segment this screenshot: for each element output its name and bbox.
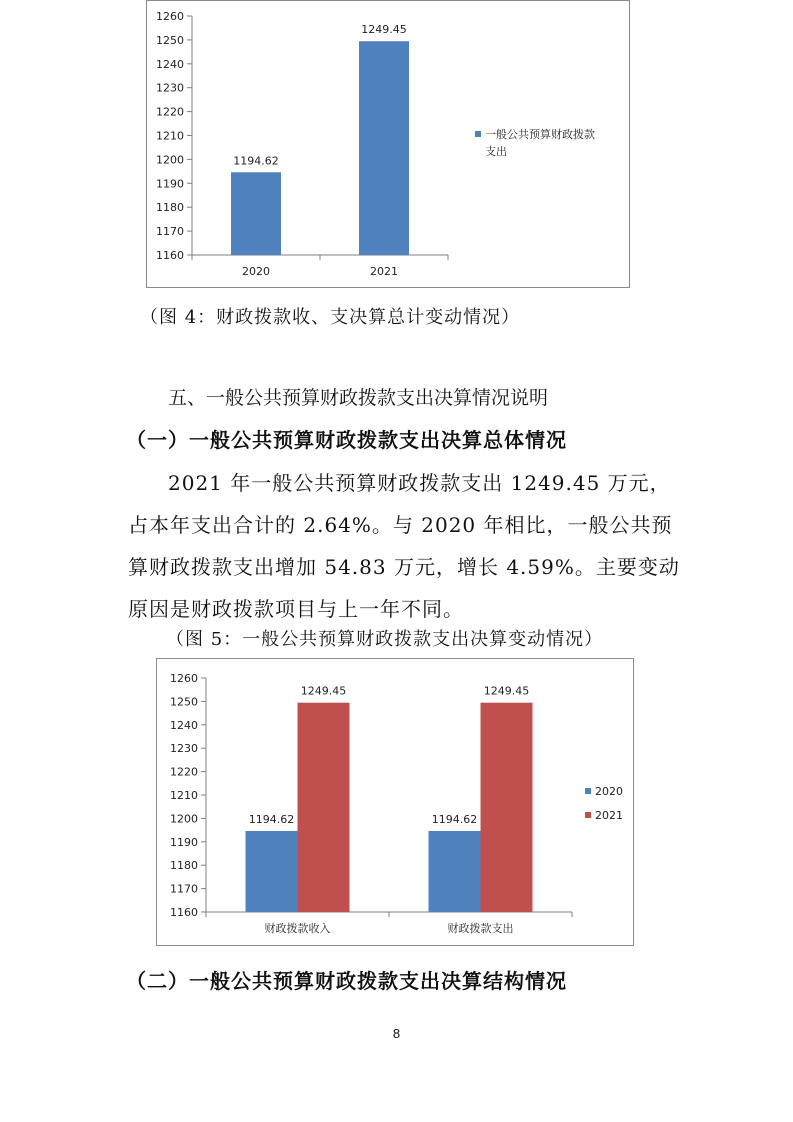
bar [298, 703, 350, 912]
y-tick-label: 1170 [170, 882, 198, 896]
paragraph-text: 2021 年一般公共预算财政拨款支出 1249.45 万元，占本年支出合计的 2.64%。与 2020 年相比，一般公共预算财政拨款支出增加 54.83 万元，增长 4.59%。主要变动原因是财政拨款项目与上一年不同。 [128, 471, 680, 621]
section-heading: 五、一般公共预算财政拨款支出决算情况说明 [168, 387, 549, 409]
y-tick-label: 1200 [170, 812, 198, 826]
y-tick-label: 1240 [170, 718, 198, 732]
figure4-chart-svg [147, 1, 629, 287]
data-label: 1194.62 [431, 812, 478, 826]
y-tick-label: 1260 [170, 672, 198, 685]
figure5-chart-svg [157, 659, 633, 945]
y-tick-label: 1260 [156, 10, 184, 23]
page-number: 8 [392, 1026, 401, 1041]
y-tick-label: 1210 [156, 129, 184, 143]
y-tick-label: 1220 [170, 765, 198, 779]
bar [481, 703, 533, 912]
y-tick-label: 1200 [156, 153, 184, 167]
x-tick-label: 财政拨款支出 [447, 922, 514, 935]
y-tick-label: 1250 [170, 695, 198, 709]
figure5-chart [156, 658, 634, 946]
bar [429, 831, 481, 912]
y-tick-label: 1220 [156, 105, 184, 119]
figure4-chart [146, 0, 630, 288]
y-tick-label: 1210 [170, 789, 198, 802]
subsection-heading-1: （一）一般公共预算财政拨款支出决算总体情况 [126, 428, 567, 452]
data-label: 1249.45 [483, 684, 530, 698]
legend-swatch [585, 788, 591, 794]
data-label: 1249.45 [300, 684, 347, 698]
figure5-caption: （图 5：一般公共预算财政拨款支出决算变动情况） [166, 629, 604, 650]
y-tick-label: 1180 [170, 859, 198, 873]
data-label: 1194.62 [233, 154, 279, 168]
bar [246, 831, 298, 912]
y-tick-label: 1190 [170, 835, 198, 849]
y-tick-label: 1170 [156, 225, 184, 239]
y-tick-label: 1230 [170, 742, 198, 756]
legend-label: 支出 [485, 145, 507, 158]
y-tick-label: 1160 [156, 249, 184, 262]
legend-label: 2020 [595, 785, 623, 798]
legend-label: 2021 [595, 809, 623, 822]
x-tick-label: 财政拨款收入 [264, 922, 331, 935]
legend-label: 一般公共预算财政拨款 [485, 128, 595, 141]
y-tick-label: 1250 [156, 33, 184, 47]
bar [359, 41, 409, 255]
figure4-caption: （图 4：财政拨款收、支决算总计变动情况） [140, 307, 521, 328]
bar [231, 172, 281, 255]
legend-swatch [475, 131, 481, 137]
y-tick-label: 1190 [156, 177, 184, 191]
x-tick-label: 2020 [242, 265, 270, 278]
data-label: 1194.62 [248, 812, 295, 826]
y-tick-label: 1160 [170, 906, 198, 919]
subsection-heading-2: （二）一般公共预算财政拨款支出决算结构情况 [126, 969, 567, 993]
x-tick-label: 2021 [370, 265, 398, 278]
y-tick-label: 1230 [156, 81, 184, 95]
y-tick-label: 1240 [156, 57, 184, 71]
legend-swatch [585, 812, 591, 818]
data-label: 1249.45 [361, 23, 407, 37]
y-tick-label: 1180 [156, 201, 184, 215]
body-paragraph [128, 462, 688, 630]
